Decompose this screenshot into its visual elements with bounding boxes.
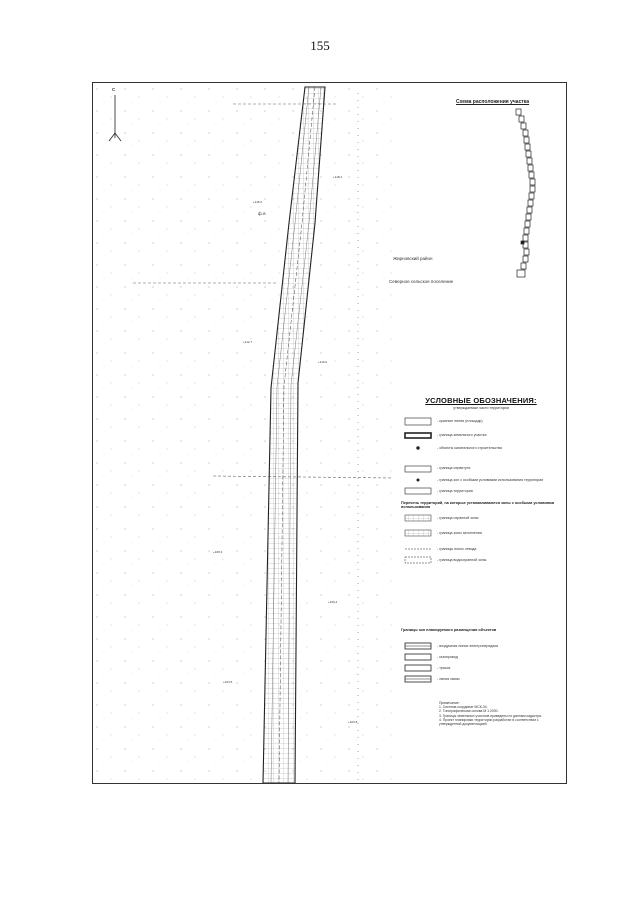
notes-title: Примечание: <box>439 701 460 705</box>
svg-text:+118.4: +118.4 <box>333 175 343 179</box>
legend-symbols <box>405 418 431 682</box>
legend-title: УСЛОВНЫЕ ОБОЗНАЧЕНИЯ: <box>425 396 537 405</box>
north-label: С <box>112 87 116 92</box>
svg-text:+110.9: +110.9 <box>318 360 328 364</box>
svg-text:+112.7: +112.7 <box>243 340 253 344</box>
svg-text:+106.1: +106.1 <box>328 600 338 604</box>
legend-section-title: Границы зон планируемого размещения объектов <box>401 628 497 632</box>
page-number: 155 <box>310 38 330 53</box>
notes-line: 4. Проект планировки территории разработан в соответствии с утвержденной документацией. <box>439 717 539 727</box>
location-scheme <box>516 109 535 277</box>
svg-text:+115.2: +115.2 <box>253 200 263 204</box>
scheme-title: Схема расположения участка <box>456 99 530 105</box>
legend-section-title: Перечень территорий, на которые устанавливаются зоны с особыми условиями использования <box>401 501 555 510</box>
notes-line: 2. Топографическая основа М 1:2000. <box>439 709 499 714</box>
road-label: ф.я. <box>258 211 267 216</box>
topo-background <box>93 83 393 783</box>
settlement-label: Северное сельское поселение <box>389 279 454 284</box>
legend-subtitle: утверждаемые части территории <box>453 406 509 410</box>
map-sheet <box>92 82 567 784</box>
svg-text:+108.3: +108.3 <box>213 550 223 554</box>
notes-line: 1. Система координат МСК-34. <box>439 705 488 710</box>
legend: УСЛОВНЫЕ ОБОЗНАЧЕНИЯ: утверждаемые части территории - красные линии (площадь) - граница земельного участка - объекты капитального строительства - граница сервитута - граница зон с особыми условиями использования территории - граница территории Перечень территорий, на которые устанавливаются зоны с особыми условиями использования - граница охранной зоны - граница зоны затопления - границы полос отвода - граница водоохранной зоны Границы зон планируемого размещения объектов - воздушная линия электропередачи - газопровод - трасса - линия связи <box>401 396 561 410</box>
svg-text:+103.8: +103.8 <box>348 720 358 724</box>
notes-line: 3. Границы земельных участков приведены по данным кадастра. <box>439 713 542 718</box>
district-label: Жирновский район <box>393 256 433 261</box>
notes <box>439 701 559 726</box>
svg-text:+104.5: +104.5 <box>223 680 233 684</box>
